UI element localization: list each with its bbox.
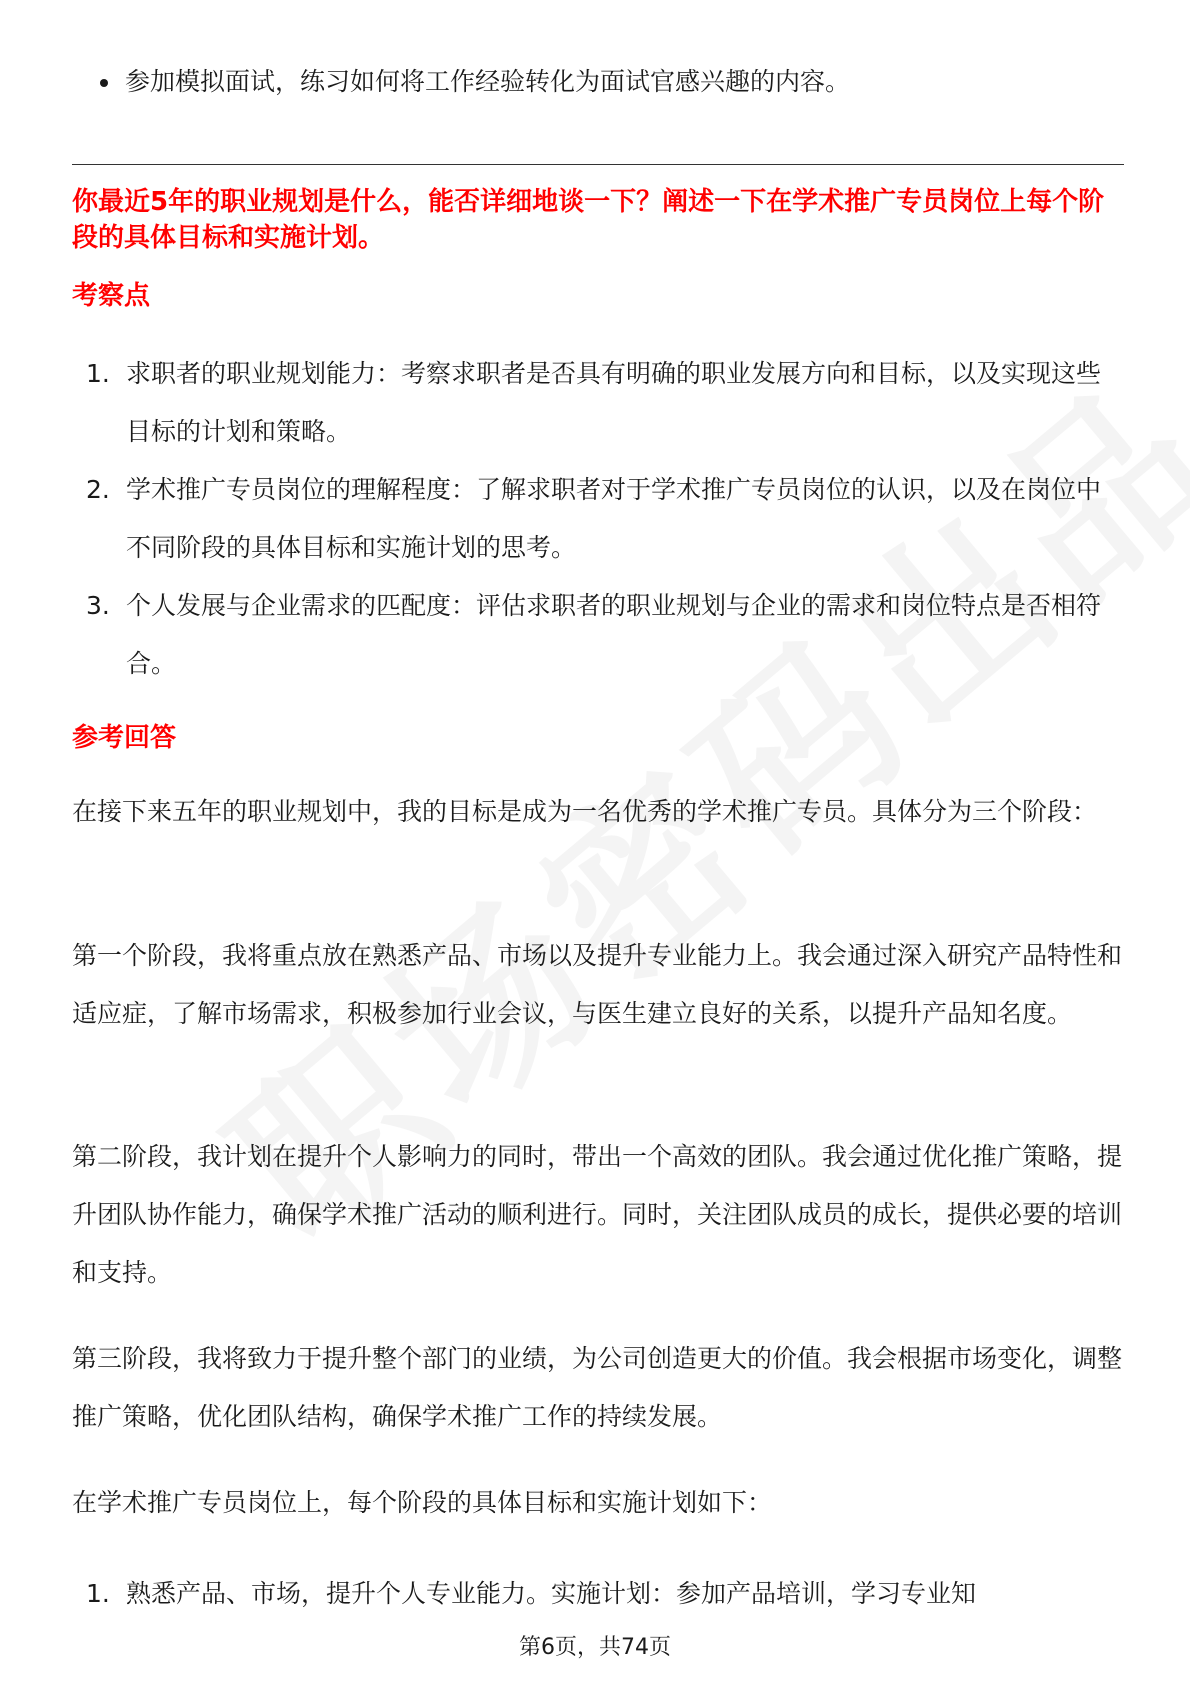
list-item-text: 个人发展与企业需求的匹配度：评估求职者的职业规划与企业的需求和岗位特点是否相符合。	[126, 591, 1102, 678]
section-divider	[72, 164, 1124, 165]
answer-paragraph: 第三阶段，我将致力于提升整个部门的业绩，为公司创造更大的价值。我会根据市场变化，调整推广策略，优化团队结构，确保学术推广工作的持续发展。	[72, 1344, 1123, 1431]
bullet-text: 参加模拟面试，练习如何将工作经验转化为面试官感兴趣的内容。	[125, 67, 851, 96]
list-item	[72, 1565, 1124, 1623]
answer-paragraph: 在接下来五年的职业规划中，我的目标是成为一名优秀的学术推广专员。具体分为三个阶段：	[72, 797, 1098, 826]
answer-paragraph: 在学术推广专员岗位上，每个阶段的具体目标和实施计划如下：	[72, 1488, 773, 1517]
bullet-dot-icon	[100, 79, 108, 87]
list-item-number: 3.	[86, 591, 110, 620]
list-item-text: 学术推广专员岗位的理解程度：了解求职者对于学术推广专员岗位的认识，以及在岗位中不同阶段的具体目标和实施计划的思考。	[126, 475, 1102, 562]
list-item	[72, 577, 1124, 693]
list-item-number: 1.	[86, 1579, 110, 1608]
answer-paragraph: 第二阶段，我计划在提升个人影响力的同时，带出一个高效的团队。我会通过优化推广策略，提升团队协作能力，确保学术推广活动的顺利进行。同时，关注团队成员的成长，提供必要的培训和支持。	[72, 1142, 1123, 1287]
list-item-text: 熟悉产品、市场，提升个人专业能力。实施计划：参加产品培训，学习专业知	[126, 1579, 977, 1608]
heading-reference-answer: 参考回答	[72, 723, 177, 753]
page-footer: 第6页，共74页	[519, 1635, 671, 1660]
question-title: 你最近5年的职业规划是什么，能否详细地谈一下？阐述一下在学术推广专员岗位上每个阶段的具体目标和实施计划。	[72, 187, 1105, 253]
list-item-number: 2.	[86, 475, 110, 504]
list-item-number: 1.	[86, 359, 110, 388]
list-item	[72, 461, 1124, 577]
plan-list	[72, 1565, 1124, 1623]
answer-paragraph: 第一个阶段，我将重点放在熟悉产品、市场以及提升专业能力上。我会通过深入研究产品特性和适应症，了解市场需求，积极参加行业会议，与医生建立良好的关系，以提升产品知名度。	[72, 941, 1123, 1028]
heading-evaluation-points: 考察点	[72, 281, 151, 311]
bullet-item	[100, 62, 1100, 102]
list-item	[72, 345, 1124, 461]
evaluation-points-list	[72, 345, 1124, 693]
list-item-text: 求职者的职业规划能力：考察求职者是否具有明确的职业发展方向和目标，以及实现这些目标的计划和策略。	[126, 359, 1102, 446]
